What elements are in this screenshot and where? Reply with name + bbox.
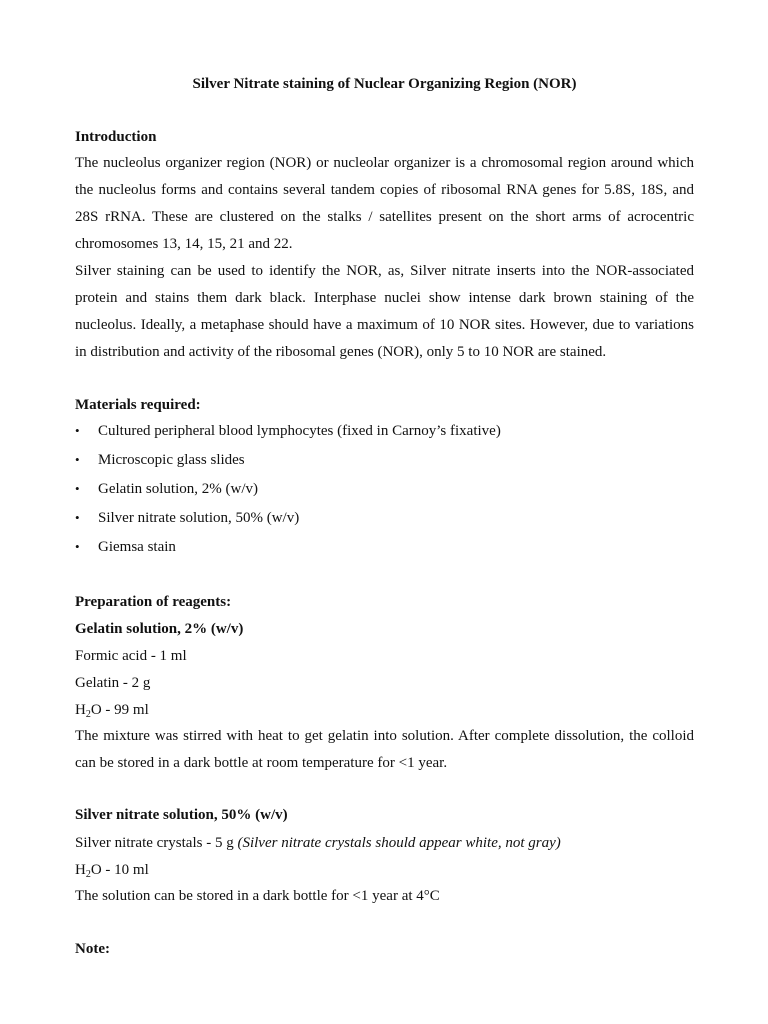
water-line: $H_2O - 10$ ml: [75, 862, 149, 880]
page-title: Silver Nitrate staining of Nuclear Organizing Region (NOR): [192, 76, 577, 92]
list-item: • Gelatin solution, 2% (w/v): [75, 481, 258, 497]
list-item: • Microscopic glass slides: [75, 452, 245, 468]
bullet-icon: •: [75, 510, 80, 525]
introduction-paragraph-1: The nucleolus organizer region (NOR) or nucleolar organizer is a chromosomal region around which the nucleolus forms and contains several tandem copies of ribosomal RNA genes for 5.8S, 18S, and 28S rRNA. These are clustered on the stalks / satellites present on the short arms of acrocentric chromosomes 13, 14, 15, 21 and 22.: [75, 155, 694, 252]
silver-crystals-line: Silver nitrate crystals - 5 g (Silver nitrate crystals should appear white, not gray): [75, 835, 561, 851]
introduction-heading: Introduction: [75, 129, 157, 145]
gelatin-solution-heading: Gelatin solution, 2% (w/v): [75, 621, 244, 637]
gelatin-line: Gelatin - 2 g: [75, 675, 151, 691]
bullet-icon: •: [75, 481, 80, 496]
gelatin-instructions: The mixture was stirred with heat to get gelatin into solution. After complete dissolution, the colloid can be stored in a dark bottle at room temperature for <1 year.: [75, 728, 694, 771]
list-item: • Giemsa stain: [75, 539, 176, 555]
introduction-paragraph-2: Silver staining can be used to identify the NOR, as, Silver nitrate inserts into the NOR-associated protein and stains them dark black. Interphase nuclei show intense dark brown staining of the nucleolus. Ideally, a metaphase should have a maximum of 10 NOR sites. However, due to variations in distribution and activity of the ribosomal genes (NOR), only 5 to 10 NOR are stained.: [75, 263, 694, 360]
materials-list: [75, 422, 501, 567]
silver-nitrate-heading: Silver nitrate solution, 50% (w/v): [75, 807, 288, 823]
list-item: • Silver nitrate solution, 50% (w/v): [75, 510, 300, 526]
formic-acid-line: Formic acid - 1 ml: [75, 648, 187, 664]
bullet-icon: •: [75, 539, 80, 554]
materials-heading: Materials required:: [75, 397, 201, 413]
bullet-icon: •: [75, 423, 80, 438]
bullet-icon: •: [75, 452, 80, 467]
crystals-note: (Silver nitrate crystals should appear white, not gray): [237, 835, 561, 851]
silver-storage-line: The solution can be stored in a dark bottle for <1 year at 4°C: [75, 888, 440, 904]
preparation-heading: Preparation of reagents:: [75, 594, 232, 610]
list-item: • Cultured peripheral blood lymphocytes (fixed in Carnoy’s fixative): [75, 423, 501, 439]
water-line: $H_2O - 99$ ml: [75, 702, 149, 720]
note-heading: Note:: [75, 941, 110, 957]
